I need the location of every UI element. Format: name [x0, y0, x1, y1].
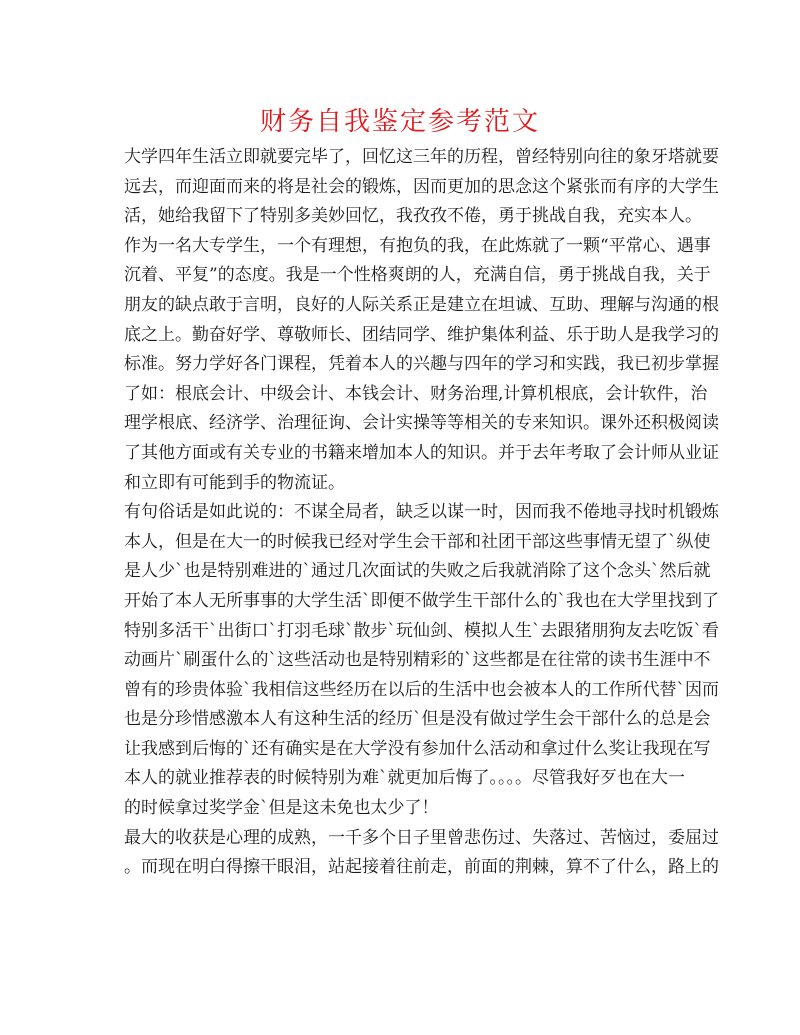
- text-line: 。而现在明白得擦干眼泪，站起接着往前走，前面的荆棘，算不了什么，路上的: [124, 857, 719, 878]
- text-line: 动画片`刷蛋什么的`这些活动也是特别精彩的`这些都是在往常的读书生涯中不: [124, 650, 711, 671]
- text-line: 大学四年生活立即就要完毕了，回忆这三年的历程，曾经特别向往的象牙塔就要: [124, 147, 719, 167]
- text-line: 标准。努力学好各门课程，凭着本人的兴趣与四年的学习和实践，我已初步掌握: [124, 354, 719, 375]
- text-line: 本人，但是在大一的时候我已经对学生会干部和社团干部这些事情无望了`纵使: [124, 531, 711, 552]
- text-line: 开始了本人无所事事的大学生活`即便不做学生干部什么的`我也在大学里找到了: [124, 590, 719, 611]
- text-line: 理学根底、经济学、治理征询、会计实操等等相关的专来知识。课外还积极阅读: [124, 413, 719, 434]
- text-line: 沉着、平复”的态度。我是一个性格爽朗的人，充满自信，勇于挑战自我，关于: [124, 265, 711, 286]
- text-line: 作为一名大专学生，一个有理想，有抱负的我，在此炼就了一颗“平常心、遇事: [124, 235, 711, 256]
- text-line: 曾有的珍贵体验`我相信这些经历在以后的生活中也会被本人的工作所代替`因而: [124, 679, 719, 700]
- text-line: 远去，而迎面而来的将是社会的锻炼，因而更加的思念这个紧张而有序的大学生: [124, 176, 719, 197]
- text-line: 是人少`也是特别难进的`通过几次面试的失败之后我就消除了这个念头`然后就: [124, 561, 711, 582]
- text-line: 让我感到后悔的`还有确实是在大学没有参加什么活动和拿过什么奖让我现在写: [124, 738, 711, 759]
- document-body: [124, 143, 719, 883]
- text-line: 朋友的缺点敢于言明，良好的人际关系正是建立在坦诚、互助、理解与沟通的根: [124, 294, 719, 315]
- text-line: 了如：根底会计、中级会计、本钱会计、财务治理,计算机根底，会计软件，治: [124, 383, 708, 404]
- text-line: 的时候拿过奖学金`但是这未免也太少了！: [124, 798, 439, 819]
- document-title: 财务自我鉴定参考范文: [259, 107, 540, 137]
- text-line: 底之上。勤奋好学、尊敬师长、团结同学、维护集体利益、乐于助人是我学习的: [124, 324, 719, 345]
- text-line: 最大的收获是心理的成熟，一千多个日子里曾悲伤过、失落过、苦恼过，委屈过: [124, 827, 719, 848]
- text-line: 本人的就业推荐表的时候特别为难`就更加后悔了。。。。尽管我好歹也在大一: [124, 768, 685, 789]
- text-line: 有句俗话是如此说的：不谋全局者，缺乏以谋一时，因而我不倦地寻找时机锻炼: [124, 502, 719, 523]
- text-line: 特别多活干`出街口`打羽毛球`散步`玩仙剑、模拟人生`去跟猪朋狗友去吃饭`看: [124, 620, 719, 641]
- text-line: 活，她给我留下了特别多美妙回忆，我孜孜不倦，勇于挑战自我，充实本人。: [124, 206, 702, 227]
- text-line: 和立即有可能到手的物流证。: [124, 472, 345, 493]
- text-line: 也是分珍惜感激本人有这种生活的经历`但是没有做过学生会干部什么的总是会: [124, 709, 711, 730]
- text-line: 了其他方面或有关专业的书籍来增加本人的知识。并于去年考取了会计师从业证: [124, 442, 719, 463]
